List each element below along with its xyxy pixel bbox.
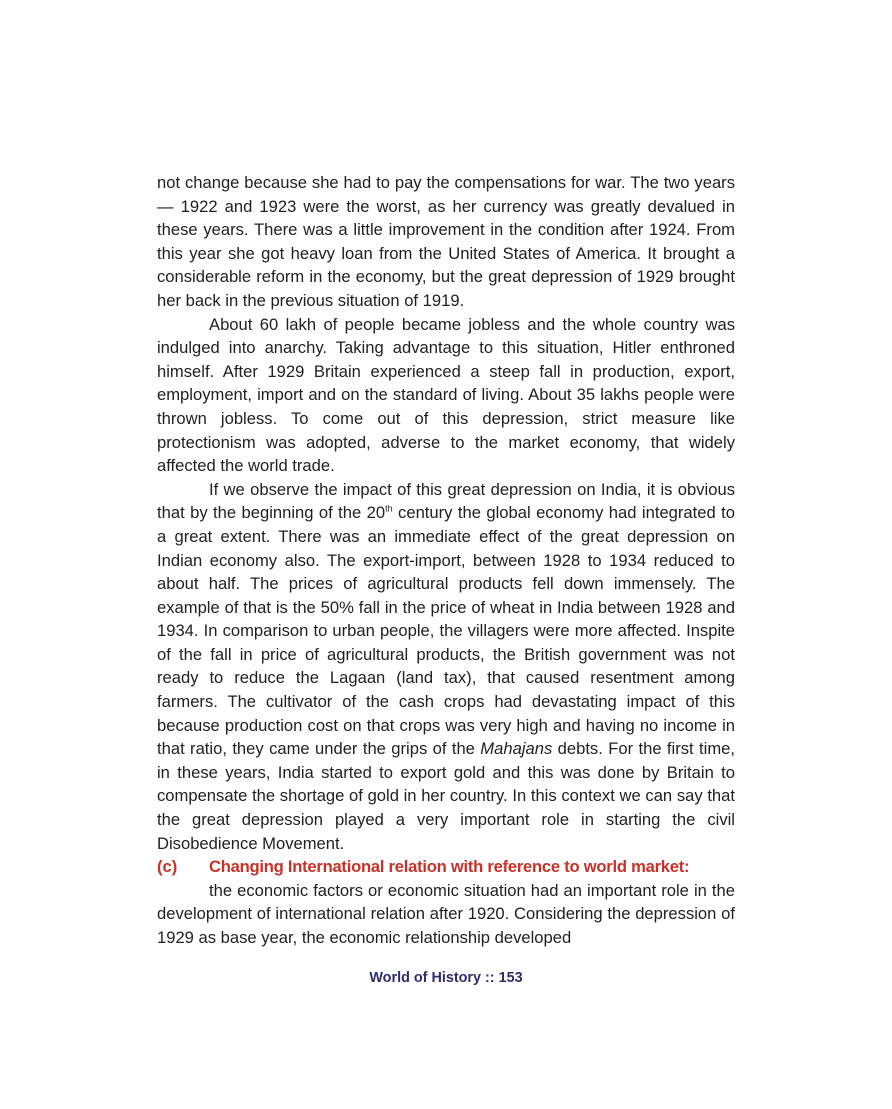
paragraph-4: the economic factors or economic situation had an important role in the development of international relation after 1920. Considering the depression of 1929 as base year, the economic relationship developed xyxy=(157,880,735,947)
section-label: (c) xyxy=(157,857,178,877)
paragraph-1: not change because she had to pay the compensations for war. The two years— 1922 and 1923 were the worst, as her currency was greatly devalued in these years. There was a little improvement in the condition after 1924. From this year she got heavy loan from the United States of America. It brought a considerable reform in the economy, but the great depression of 1929 brought her back in the previous situation of 1919. xyxy=(157,173,735,310)
paragraph-2: About 60 lakh of people became jobless and the whole country was indulged into anarchy. Taking advantage to this situation, Hitler enthroned himself. After 1929 Britain experienced a steep fall in production, export, employment, import and on the standard of living. About 35 lakhs people were thrown jobless. To come out of this depression, strict measure like protectionism was adopted, adverse to the market economy, that widely affected the world trade. xyxy=(157,314,735,476)
section-title: Changing International relation with reference to world market: xyxy=(209,857,690,877)
section-heading-c xyxy=(157,855,735,879)
page-body xyxy=(157,171,735,950)
paragraph-3 xyxy=(157,478,735,856)
mahajans-term: Mahajans xyxy=(480,739,553,759)
paragraph-3-text-after-italic: debts. For the first time, in these years, India started to export gold and this was done by Britain to compensate the shortage of gold in her country. In this context we can say that the great depression played a very important role in starting the civil Disobedience Movement. xyxy=(157,739,735,853)
paragraph-3-text-after-sup: century the global economy had integrated to a great extent. There was an immediate effect of the great depression on Indian economy also. The export-import, between 1928 to 1934 reduced to about half. The prices of agricultural products fell down immensely. The example of that is the 50% fall in the price of wheat in India between 1928 and 1934. In comparison to urban people, the villagers were more affected. Inspite of the fall in price of agricultural products, the British government was not ready to reduce the Lagaan (land tax), that caused resentment among farmers. The cultivator of the cash crops had devastating impact of this because production cost on that crops was very high and having no income in that ratio, they came under the grips of the xyxy=(157,503,735,759)
page-footer: World of History :: 153 xyxy=(369,970,523,986)
paragraph-3-text-before-sup: If we observe the impact of this great depression on India, it is obvious that by the beginning of the 20 xyxy=(157,479,735,523)
ordinal-superscript: th xyxy=(385,503,393,514)
